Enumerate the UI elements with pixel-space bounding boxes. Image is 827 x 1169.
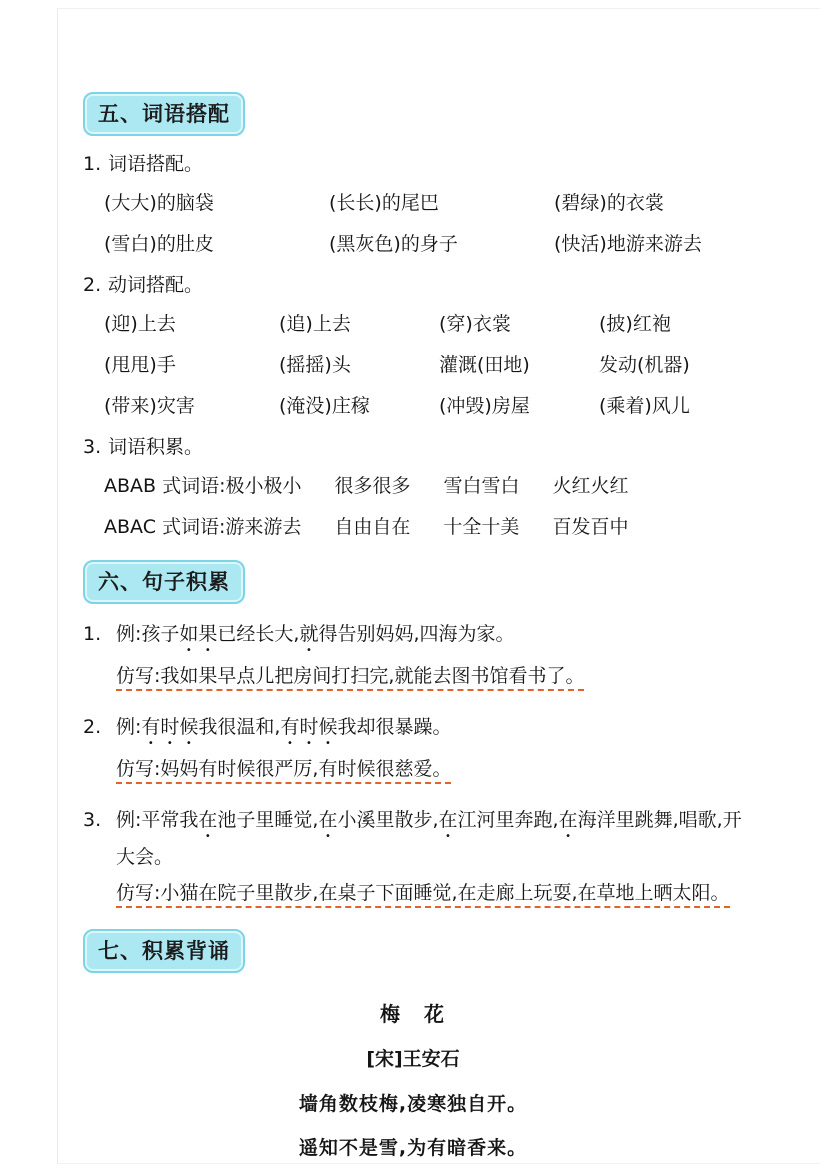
imitation-answer: 仿写:我如果早点儿把房间打扫完,就能去图书馆看书了。 [116, 665, 584, 691]
example-sentence [83, 805, 750, 873]
word-item [83, 434, 775, 540]
example-text: 海洋里跳舞,唱歌,开大会。 [116, 809, 742, 868]
word-pair: (大大)的脑袋 [104, 192, 214, 214]
word-pair: 自由自在 [334, 516, 411, 538]
sentence-number: 3. [83, 809, 102, 831]
example-sentence [83, 712, 750, 749]
word-pair: (冲毁)房屋 [439, 395, 530, 417]
emphasized-text: 在 [558, 809, 578, 831]
word-item-head [83, 151, 775, 177]
sentence-item [83, 805, 775, 908]
sentence-number: 1. [83, 623, 102, 645]
word-pair: 发动(机器) [599, 354, 690, 376]
example-text: 例:平常我 [116, 809, 199, 831]
poem-author: [宋]王安石 [366, 1048, 460, 1070]
word-pair: (碧绿)的衣裳 [554, 192, 664, 214]
word-pair: (快活)地游来游去 [554, 233, 702, 255]
word-row [83, 190, 775, 216]
word-row [83, 514, 775, 540]
emphasized-text: 如果 [179, 623, 218, 645]
section-seven-badge: 七、积累背诵 [83, 929, 245, 973]
word-pair: (雪白)的肚皮 [104, 233, 214, 255]
word-pair: (带来)灾害 [104, 395, 195, 417]
word-pair: (黑灰色)的身子 [329, 233, 458, 255]
word-pair: ABAB 式词语:极小极小 [104, 475, 302, 497]
word-pair: (穿)衣裳 [439, 313, 511, 335]
word-item-head [83, 272, 775, 298]
word-pair: (摇摇)头 [279, 354, 351, 376]
word-pair: (长长)的尾巴 [329, 192, 439, 214]
sentence-item [83, 619, 775, 691]
word-pair: (披)红袍 [599, 313, 671, 335]
word-pair: (追)上去 [279, 313, 351, 335]
word-item [83, 272, 775, 419]
word-pair: 百发百中 [552, 516, 629, 538]
word-pair: 十全十美 [443, 516, 520, 538]
word-row [83, 352, 775, 378]
poem-line: 墙角数枝梅,凌寒独自开。 [298, 1093, 528, 1115]
poem [83, 998, 743, 1160]
sentence-list [83, 619, 775, 908]
example-text: 池子里睡觉, [217, 809, 319, 831]
word-pair: (甩甩)手 [104, 354, 176, 376]
imitation-line [83, 878, 775, 908]
word-items [83, 151, 775, 540]
word-item [83, 151, 775, 257]
example-sentence [83, 619, 750, 656]
item-number: 2. [83, 274, 102, 296]
word-row [83, 393, 775, 419]
section-word-matching [83, 92, 775, 540]
word-row [83, 311, 775, 337]
word-pair: 雪白雪白 [443, 475, 520, 497]
imitation-line [83, 754, 775, 784]
word-pair: ABAC 式词语:游来游去 [104, 516, 302, 538]
emphasized-text: 在 [198, 809, 218, 831]
word-pair: (迎)上去 [104, 313, 176, 335]
word-row [83, 473, 775, 499]
imitation-line [83, 661, 775, 691]
item-label: 动词搭配。 [108, 274, 204, 296]
emphasized-text: 就 [299, 623, 319, 645]
section-six-badge: 六、句子积累 [83, 560, 245, 604]
word-pair: (淹没)庄稼 [279, 395, 370, 417]
imitation-answer: 仿写:小猫在院子里散步,在桌子下面睡觉,在走廊上玩耍,在草地上晒太阳。 [116, 882, 730, 908]
poem-title: 梅 花 [380, 1002, 446, 1026]
example-text: 得告别妈妈,四海为家。 [318, 623, 515, 645]
item-number: 1. [83, 153, 102, 175]
example-text: 例:孩子 [116, 623, 180, 645]
emphasized-text: 在 [318, 809, 338, 831]
emphasized-text: 有时候 [280, 716, 338, 738]
section-sentence-accumulation [83, 560, 775, 908]
example-text: 已经长大, [217, 623, 300, 645]
word-row [83, 231, 775, 257]
example-text: 小溪里散步, [337, 809, 439, 831]
item-number: 3. [83, 436, 102, 458]
sentence-item [83, 712, 775, 784]
poem-line: 遥知不是雪,为有暗香来。 [298, 1137, 528, 1159]
emphasized-text: 有时候 [141, 716, 199, 738]
word-pair: 灌溉(田地) [439, 354, 530, 376]
sentence-number: 2. [83, 716, 102, 738]
example-text: 例: [116, 716, 142, 738]
section-recitation [83, 929, 775, 1160]
item-label: 词语积累。 [108, 436, 204, 458]
item-label: 词语搭配。 [108, 153, 204, 175]
example-text: 我却很暴躁。 [337, 716, 452, 738]
word-pair: 很多很多 [334, 475, 411, 497]
imitation-answer: 仿写:妈妈有时候很严厉,有时候很慈爱。 [116, 758, 451, 784]
word-pair: (乘着)风儿 [599, 395, 690, 417]
example-text: 江河里奔跑, [457, 809, 559, 831]
example-text: 我很温和, [198, 716, 281, 738]
emphasized-text: 在 [438, 809, 458, 831]
section-five-badge: 五、词语搭配 [83, 92, 245, 136]
word-item-head [83, 434, 775, 460]
word-pair: 火红火红 [552, 475, 629, 497]
